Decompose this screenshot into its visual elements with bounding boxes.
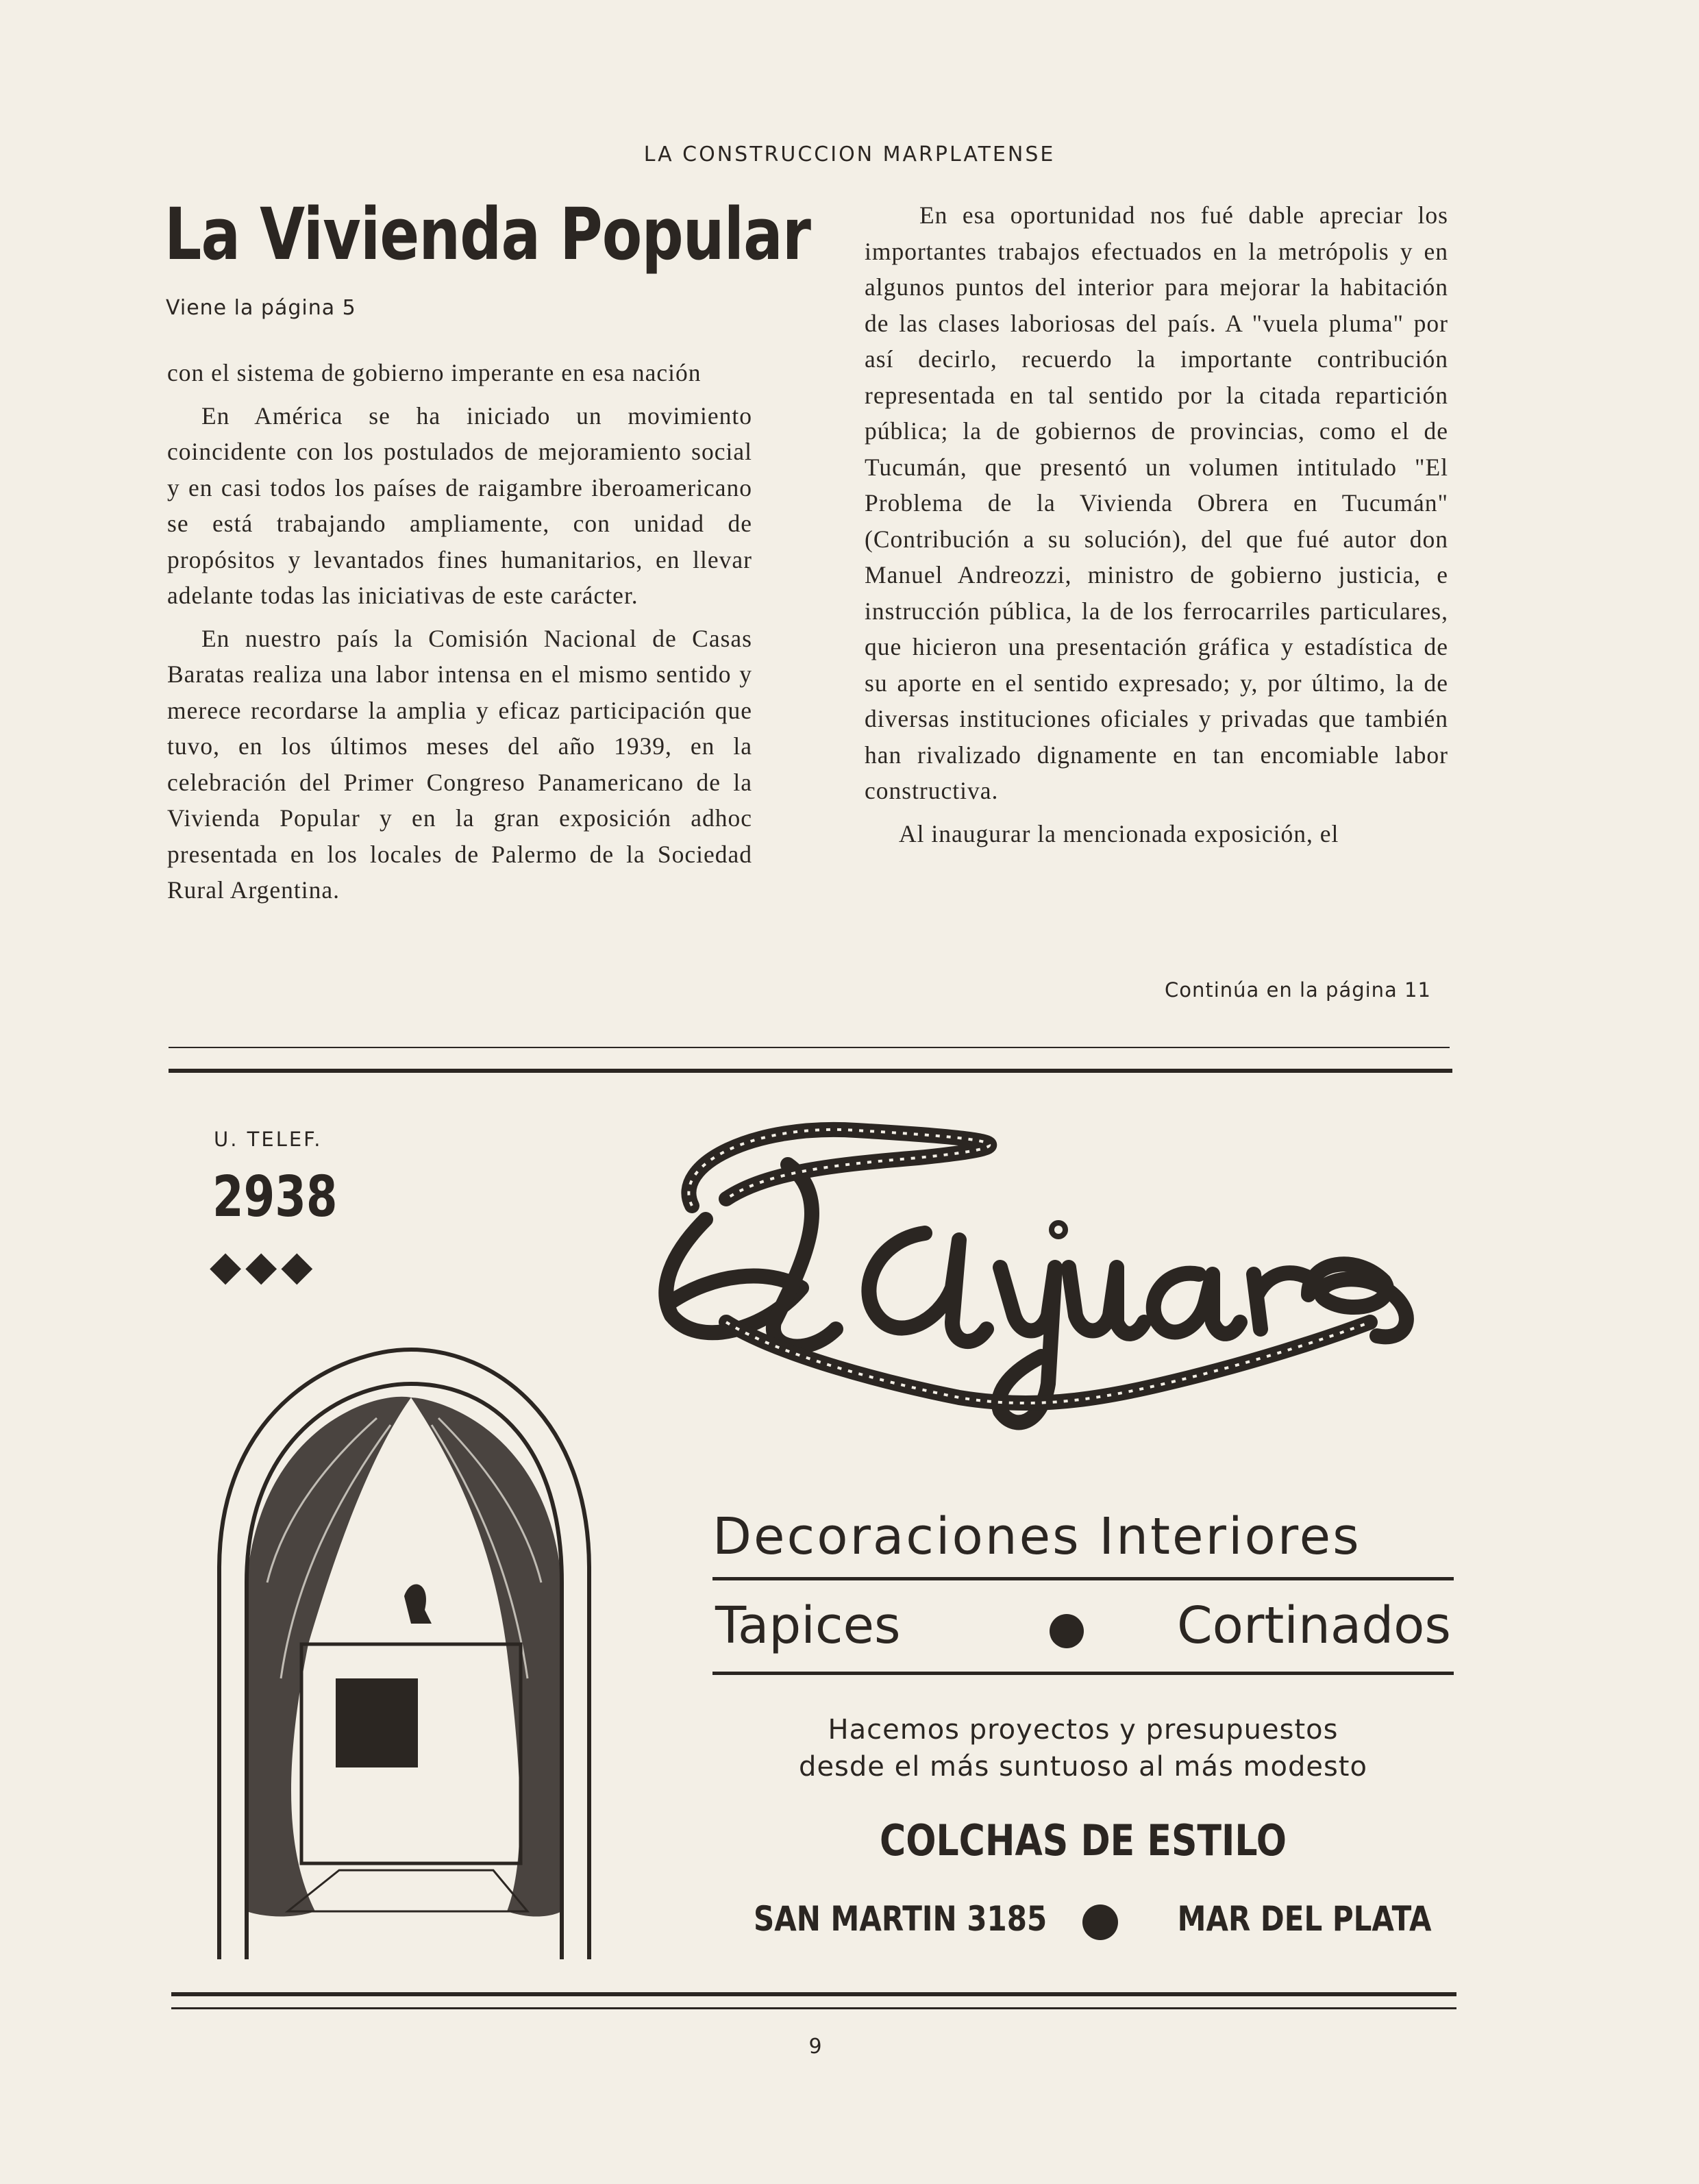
running-head: LA CONSTRUCCION MARPLATENSE	[643, 142, 1056, 166]
tagline-line: Hacemos proyectos y presupuestos	[828, 1714, 1339, 1746]
bullet-dot	[1082, 1904, 1118, 1940]
curtain-fireplace-illustration	[206, 1322, 617, 1966]
el-ajuar-rope-logo	[630, 1096, 1466, 1493]
cortinados-label: Cortinados	[1177, 1596, 1451, 1655]
bullet-dot	[1050, 1614, 1084, 1648]
page-number: 9	[808, 2035, 822, 2059]
footer-rule-thin	[171, 2007, 1456, 2009]
divider-thick	[169, 1069, 1452, 1073]
tagline-line: desde el más suntuoso al más modesto	[799, 1751, 1367, 1783]
phone-label: U. TELEF.	[214, 1128, 323, 1151]
street-address: SAN MARTIN 3185	[754, 1899, 1047, 1939]
ad-rule	[712, 1672, 1454, 1675]
article-column-left	[167, 355, 752, 908]
continued-from-note: Viene la página 5	[166, 296, 356, 320]
paragraph: En nuestro país la Comisión Nacional de Casas Baratas realiza una labor intensa en el mismo sentido y merece recordarse la amplia y eficaz participación que tuvo, en los últimos meses del año 1939, en la celebración del Primer Congreso Panamericano de la Vivienda Popular y en la gran exposición adhoc presentada en los locales de Palermo de la Sociedad Rural Argentina.	[167, 624, 752, 904]
diamond-ornaments: ◆◆◆	[210, 1242, 317, 1290]
decoraciones-heading: Decoraciones Interiores	[712, 1507, 1361, 1566]
paragraph: En América se ha iniciado un movimiento coincidente con los postulados de mejoramiento social y en casi todos los países de raigambre iberoamericano se está trabajando ampliamente, con unidad de propósitos y levantados fines humanitarios, en llevar adelante todas las iniciativas de este carácter.	[167, 401, 752, 609]
ad-tagline	[712, 1711, 1454, 1785]
article-title: La Vivienda Popular	[164, 193, 811, 276]
paragraph: Al inaugurar la mencionada exposición, el	[899, 819, 1339, 847]
address-row	[754, 1899, 1432, 1947]
tapices-cortinados-row	[712, 1596, 1454, 1665]
article-column-right	[865, 197, 1448, 852]
phone-number: 2938	[212, 1165, 338, 1230]
tapices-label: Tapices	[715, 1596, 901, 1655]
city-name: MAR DEL PLATA	[1178, 1899, 1432, 1939]
colchas-heading: COLCHAS DE ESTILO	[880, 1815, 1287, 1865]
footer-rule-thick	[171, 1992, 1456, 1996]
paragraph: con el sistema de gobierno imperante en esa nación	[167, 359, 702, 386]
divider-thin	[169, 1047, 1450, 1048]
paragraph: En esa oportunidad nos fué dable apreciar los importantes trabajos efectuados en la metrópolis y en algunos puntos del interior para mejorar la habitación de las clases laboriosas del país. A "vuela pluma" por así decirlo, recuerdo la importante contribución representada en tal sentido por la citada repartición pública; la de gobiernos de provincias, como el de Tucumán, que presentó un volumen intitulado "El Problema de la Vivienda Obrera en Tucumán" (Contribución a su solución), del que fué autor don Manuel Andreozzi, ministro de gobierno justicia, e instrucción pública, la de los ferrocarriles particulares, que hicieron una presentación gráfica y estadística de su aporte en el sentido expresado; y, por último, la de diversas instituciones oficiales y privadas que también han rivalizado dignamente en tan encomiable labor constructiva.	[865, 201, 1448, 804]
ad-rule	[712, 1577, 1454, 1580]
continued-on-note: Continúa en la página 11	[1165, 978, 1431, 1002]
